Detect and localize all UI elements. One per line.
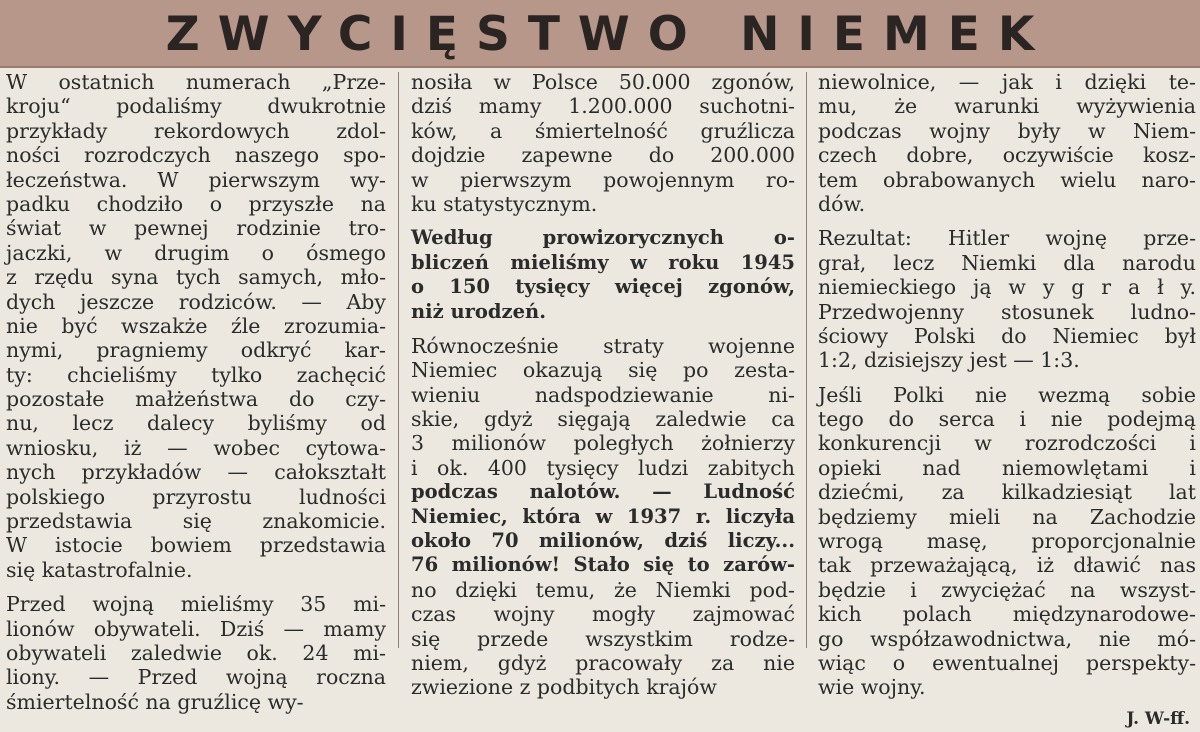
text-line: lionów obywateli. Dziś — mamy [6, 616, 386, 641]
text-line: podczas wojny były w Niem- [818, 118, 1196, 143]
text-line: wiąc o ewentualnej perspekty- [818, 650, 1196, 675]
text-line: no dzięki temu, że Niemki pod- [411, 577, 795, 602]
text-line: świat w pewnej rodzinie tro- [6, 216, 386, 241]
text-line: kroju“ podaliśmy dwukrotnie [6, 94, 386, 119]
text-line: Jeśli Polki nie wezmą sobie [818, 382, 1196, 407]
text-line: o 150 tysięcy więcej zgonów, [411, 275, 795, 299]
text-line: się katastrofalnie. [6, 557, 193, 582]
text-line: tego do serca i nie podejmą [818, 407, 1196, 432]
text-line: zwiezione z podbitych krajów [411, 675, 717, 700]
text-line: ku statystycznym. [411, 191, 598, 216]
column-divider [398, 72, 399, 648]
text-line: przedstawia się znakomicie. [6, 509, 386, 534]
text-line: opieki nad niemowlętami i [818, 455, 1196, 480]
author-signature: J. W-ff. [1126, 708, 1190, 729]
text-line: tak przeważającą, iż dławić nas [818, 553, 1196, 578]
text-line: W ostatnich numerach „Prze- [6, 70, 386, 94]
text-line: go współzawodnictwa, nie mó- [818, 626, 1196, 651]
text-line: konkurencji w rozrodczości i [818, 431, 1196, 456]
text-line: dziś mamy 1.200.000 suchotni- [411, 94, 795, 119]
text-line: wrogą masę, proporcjonalnie [818, 529, 1196, 554]
text-line: Równocześnie straty wojenne [411, 333, 795, 358]
text-line: dów. [818, 191, 866, 216]
text-line: ściowy Polski do Niemiec był [818, 323, 1196, 348]
text-line: dojdzie zapewne do 200.000 [411, 143, 795, 168]
text-line: Niemiec, która w 1937 r. liczyła [411, 504, 795, 528]
article-column-1 [6, 70, 386, 714]
text-line: Rezultat: Hitler wojnę prze- [818, 226, 1196, 251]
text-line: ności rozrodczych naszego spo- [6, 143, 386, 168]
text-line: niem, gdyż pracowały za nie [411, 650, 795, 675]
text-line: około 70 milionów, dziś liczy... [411, 529, 795, 553]
text-line: przykłady rekordowych zdol- [6, 118, 386, 143]
text-line: niemieckiego ją w y g r a ł y. [818, 275, 1196, 300]
text-line: z rzędu syna tych samych, mło- [6, 265, 386, 290]
text-line: Przedwojenny stosunek ludno- [818, 299, 1196, 324]
text-line: skie, gdyż sięgają zaledwie ca [411, 407, 795, 432]
text-line: mu, że warunki wyżywienia [818, 94, 1196, 119]
text-line: będzie i zwyciężać na wszyst- [818, 577, 1196, 602]
paragraph-gap [818, 373, 1196, 383]
article-column-3 [818, 70, 1196, 729]
text-line: łeczeństwa. W pierwszym wy- [6, 167, 386, 192]
text-line: czech dobre, oczywiście kosz- [818, 143, 1196, 168]
paragraph-gap [411, 324, 795, 334]
text-line: i ok. 400 tysięcy ludzi zabitych [411, 455, 795, 480]
text-line: bliczeń mieliśmy w roku 1945 [411, 250, 795, 274]
text-line: wniosku, iż — wobec cytowa- [6, 435, 386, 460]
text-line: w pierwszym powojennym ro- [411, 167, 795, 192]
text-line: nosiła w Polsce 50.000 zgonów, [411, 70, 795, 94]
text-line: padku chodziło o przyszłe na [6, 191, 386, 216]
text-line: czas wojny mogły zajmować [411, 602, 795, 627]
text-line: będziemy mieli na Zachodzie [818, 504, 1196, 529]
text-line: kich polach międzynarodowe- [818, 602, 1196, 627]
text-line: niż urodzeń. [411, 299, 546, 323]
text-line: nymi, pragniemy odkryć kar- [6, 338, 386, 363]
text-line: niewolnice, — jak i dzięki te- [818, 70, 1196, 94]
text-line: nie być wszakże źle zrozumia- [6, 313, 386, 338]
text-line: ków, a śmiertelność gruźlicza [411, 118, 795, 143]
text-line: grał, lecz Niemki dla narodu [818, 250, 1196, 275]
text-line: pozostałe małżeństwa do czy- [6, 387, 386, 412]
text-line: Przed wojną mieliśmy 35 mi- [6, 592, 386, 617]
headline-band [0, 0, 1200, 68]
paragraph-gap [411, 216, 795, 226]
text-line: liony. — Przed wojną roczna [6, 665, 386, 690]
article-column-2 [411, 70, 795, 700]
paragraph-gap [6, 582, 386, 592]
text-line: Według prowizorycznych o- [411, 226, 795, 250]
article-headline: ZWYCIĘSTWO NIEMEK [165, 7, 1053, 62]
text-line: obywateli zaledwie ok. 24 mi- [6, 640, 386, 665]
text-line: wie wojny. [818, 675, 926, 700]
text-line: 1:2, dzisiejszy jest — 1:3. [818, 348, 1080, 373]
paragraph-gap [818, 216, 1196, 226]
text-line: się przede wszystkim rodze- [411, 626, 795, 651]
text-line: ty: chcieliśmy tylko zachęcić [6, 362, 386, 387]
text-line: śmiertelność na gruźlicę wy- [6, 689, 304, 714]
text-line: nych przykładów — całokształt [6, 460, 386, 485]
text-line: jaczki, w drugim o ósmego [6, 240, 386, 265]
text-line: polskiego przyrostu ludności [6, 484, 386, 509]
text-line: Niemiec okazują się po zesta- [411, 358, 795, 383]
text-line: podczas nalotów. — Ludność [411, 480, 795, 504]
text-line: tem obrabowanych wielu naro- [818, 167, 1196, 192]
text-line: nu, lecz dalecy byliśmy od [6, 411, 386, 436]
text-line: dych jeszcze rodziców. — Aby [6, 289, 386, 314]
text-line: 3 milionów poległych żołnierzy [411, 431, 795, 456]
text-line: 76 milionów! Stało się to zarów- [411, 553, 795, 577]
text-line: dziećmi, za kilkadziesiąt lat [818, 480, 1196, 505]
column-divider [806, 72, 807, 648]
text-line: wieniu nadspodziewanie ni- [411, 382, 795, 407]
text-line: W istocie bowiem przedstawia [6, 533, 386, 558]
